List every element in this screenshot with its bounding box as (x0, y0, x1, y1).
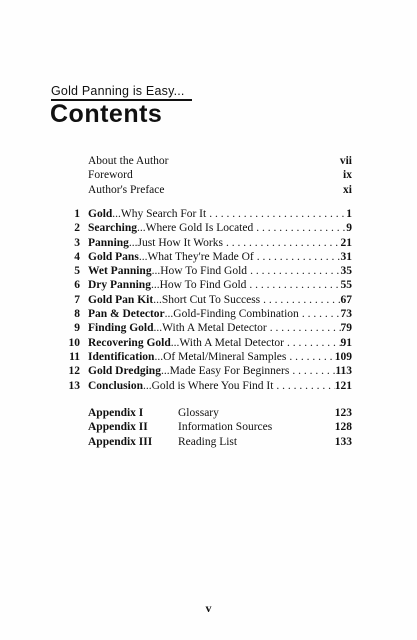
page-number: 55 (340, 279, 352, 292)
page-number: xi (343, 183, 352, 196)
appendix-title: Reading List (178, 435, 238, 448)
front-matter-entry (88, 183, 352, 197)
front-matter-label: Author's Preface (88, 183, 165, 196)
chapter-entry (58, 207, 352, 221)
chapter-title: Conclusion (88, 379, 143, 392)
dot-leader (254, 250, 341, 264)
chapter-text (88, 207, 206, 221)
chapter-subtitle: ...Gold is Where You Find It (142, 379, 274, 392)
page-number: 121 (334, 379, 352, 392)
chapter-text (88, 250, 254, 264)
chapter-number: 1 (74, 208, 80, 220)
chapter-subtitle: ...Made Easy For Beginners (160, 365, 290, 378)
chapter-text (88, 336, 284, 350)
chapter-number: 10 (68, 336, 80, 349)
page-number: 133 (334, 435, 352, 448)
chapter-number: 2 (74, 222, 80, 235)
chapter-text (88, 321, 267, 335)
page-number: 31 (340, 250, 352, 263)
running-head: Gold Panning is Easy... (51, 84, 185, 98)
chapter-number: 12 (68, 365, 80, 378)
chapter-title: Searching (88, 222, 137, 235)
dot-leader (253, 221, 346, 235)
chapter-entry (58, 379, 352, 393)
chapter-title: Gold Pan Kit (88, 293, 154, 306)
chapter-number: 8 (74, 308, 80, 321)
page-number: 113 (335, 365, 352, 378)
chapter-number: 13 (68, 379, 80, 392)
dot-leader (299, 307, 341, 321)
chapter-text (88, 278, 246, 292)
dot-leader (273, 379, 334, 393)
dot-leader (286, 350, 334, 364)
chapter-subtitle: ...With A Metal Detector (153, 322, 267, 335)
front-matter-list (88, 154, 352, 197)
chapter-entry (58, 278, 352, 292)
dot-leader (247, 264, 340, 278)
chapter-title: Pan & Detector (88, 308, 165, 321)
front-matter-label: Foreword (88, 169, 133, 182)
chapter-title: Gold (88, 208, 113, 220)
page-number: 91 (340, 336, 352, 349)
chapter-entry (58, 321, 352, 335)
appendix-entry (88, 406, 352, 420)
page-number: 67 (340, 293, 352, 306)
chapter-number: 5 (74, 265, 80, 278)
dot-leader (260, 293, 340, 307)
chapter-entry (58, 307, 352, 321)
chapter-text (88, 236, 223, 250)
chapter-entry (58, 221, 352, 235)
chapter-number: 3 (74, 236, 80, 249)
chapter-entry (58, 264, 352, 278)
chapter-subtitle: ...Just How It Works (128, 236, 223, 249)
appendix-entry (88, 420, 352, 434)
chapter-subtitle: ...How To Find Gold (151, 265, 248, 278)
chapter-list (58, 207, 352, 393)
page-number: ix (343, 169, 352, 182)
chapter-title: Dry Panning (88, 279, 151, 292)
chapter-text (88, 293, 260, 307)
front-matter-label: About the Author (88, 155, 169, 167)
chapter-entry (58, 350, 352, 364)
page-folio: v (205, 601, 212, 615)
chapter-text (88, 364, 289, 378)
chapter-subtitle: ...With A Metal Detector (170, 336, 284, 349)
chapter-title: Finding Gold (88, 322, 154, 335)
appendix-title: Glossary (178, 407, 219, 419)
dot-leader (246, 278, 340, 292)
chapter-number: 9 (74, 322, 80, 335)
chapter-number: 4 (74, 250, 80, 263)
dot-leader (289, 364, 335, 378)
dot-leader (267, 321, 341, 335)
chapter-text (88, 264, 247, 278)
page-number: 9 (346, 222, 352, 235)
appendix-label: Appendix III (88, 435, 153, 448)
dot-leader (206, 207, 346, 221)
chapter-entry (58, 336, 352, 350)
page-number: 109 (334, 350, 352, 363)
chapter-title: Recovering Gold (88, 336, 171, 349)
page-number: 73 (340, 308, 352, 321)
page-number: 21 (340, 236, 352, 249)
appendix-label: Appendix II (88, 421, 148, 434)
front-matter-entry (88, 154, 352, 168)
chapter-title: Gold Pans (88, 250, 139, 263)
appendix-list (88, 406, 352, 449)
page-number: 128 (334, 421, 352, 434)
chapter-number: 7 (74, 293, 80, 306)
chapter-entry (58, 293, 352, 307)
chapter-title: Identification (88, 350, 155, 363)
page-number: 123 (334, 407, 352, 419)
chapter-subtitle: ...Gold-Finding Combination (164, 308, 299, 321)
chapter-text (88, 221, 253, 235)
appendix-label: Appendix I (88, 407, 144, 419)
page-number: 35 (340, 265, 352, 278)
page-number: vii (339, 155, 352, 167)
page-title: Contents (50, 100, 163, 128)
chapter-text (88, 307, 299, 321)
chapter-text (88, 350, 286, 364)
dot-leader (284, 336, 341, 350)
appendix-title: Information Sources (178, 421, 273, 434)
page-number: 79 (340, 322, 352, 335)
page-number: 1 (346, 208, 352, 220)
chapter-title: Panning (88, 236, 129, 249)
chapter-title: Wet Panning (88, 265, 152, 278)
chapter-number: 11 (69, 350, 80, 363)
front-matter-entry (88, 168, 352, 182)
chapter-entry (58, 236, 352, 250)
chapter-subtitle: ...Where Gold Is Located (137, 222, 254, 235)
dot-leader (223, 236, 341, 250)
chapter-entry (58, 250, 352, 264)
chapter-title: Gold Dredging (88, 365, 161, 378)
chapter-number: 6 (74, 279, 80, 292)
appendix-entry (88, 435, 352, 449)
chapter-subtitle: ...What They're Made Of (138, 250, 254, 263)
chapter-subtitle: ...Short Cut To Success (153, 293, 261, 306)
chapter-subtitle: ...Of Metal/Mineral Samples (154, 350, 287, 363)
chapter-subtitle: ...Why Search For It (112, 208, 207, 220)
chapter-text (88, 379, 273, 393)
chapter-subtitle: ...How To Find Gold (150, 279, 247, 292)
chapter-entry (58, 364, 352, 378)
